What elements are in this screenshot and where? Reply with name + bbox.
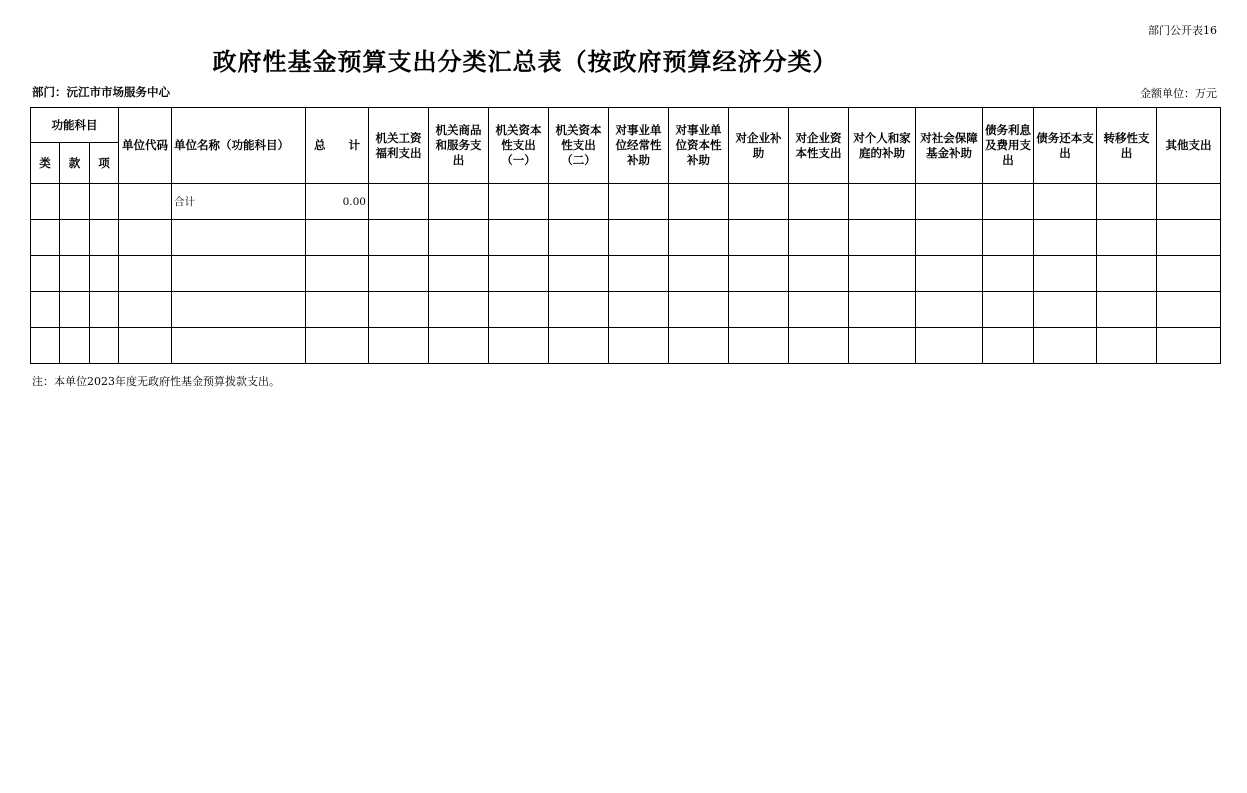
table-cell [1034,292,1097,328]
budget-table [30,107,1221,364]
table-cell [172,256,306,292]
table-cell [90,184,119,220]
table-cell [729,292,789,328]
table-cell [916,292,983,328]
table-cell [429,184,489,220]
table-cell [789,328,849,364]
table-cell [916,256,983,292]
table-row [31,184,1221,220]
table-cell [729,328,789,364]
header-total: 总 计 [306,108,369,184]
table-cell [916,328,983,364]
table-cell [172,220,306,256]
amount-unit-label: 金额单位：万元 [1140,87,1217,100]
table-cell [306,292,369,328]
table-cell [31,292,60,328]
table-cell [489,256,549,292]
table-cell [369,256,429,292]
table-cell [849,328,916,364]
table-cell [489,328,549,364]
table-cell [549,292,609,328]
table-cell [90,220,119,256]
table-cell [789,292,849,328]
header-section: 款 [60,143,90,184]
header-other: 其他支出 [1157,108,1221,184]
table-cell [306,256,369,292]
table-cell [729,184,789,220]
table-cell [1097,184,1157,220]
table-cell [306,220,369,256]
table-cell [60,220,90,256]
table-cell [1097,256,1157,292]
table-cell [119,328,172,364]
table-cell [31,184,60,220]
table-cell [609,184,669,220]
table-cell [1034,256,1097,292]
table-cell [849,292,916,328]
form-number: 部门公开表16 [1148,24,1217,37]
table-cell [429,328,489,364]
table-cell [849,184,916,220]
header-debt-interest: 债务利息及费用支出 [983,108,1034,184]
header-institution-regular-subsidy: 对事业单位经常性补助 [609,108,669,184]
table-cell [983,328,1034,364]
table-cell [549,220,609,256]
table-cell [1157,256,1221,292]
header-social-security-subsidy: 对社会保障基金补助 [916,108,983,184]
footnote: 注：本单位2023年度无政府性基金预算拨款支出。 [32,375,280,388]
table-cell [1097,328,1157,364]
table-cell [489,220,549,256]
table-cell [60,292,90,328]
table-cell [31,256,60,292]
table-cell [60,328,90,364]
table-cell [669,292,729,328]
table-cell [119,256,172,292]
page-title: 政府性基金预算支出分类汇总表（按政府预算经济分类） [212,48,838,76]
table-cell [119,292,172,328]
table-cell [669,184,729,220]
header-category: 类 [31,143,60,184]
table-cell [669,256,729,292]
header-household-subsidy: 对个人和家庭的补助 [849,108,916,184]
table-cell [1034,328,1097,364]
header-institution-capital-subsidy: 对事业单位资本性补助 [669,108,729,184]
header-enterprise-subsidy: 对企业补助 [729,108,789,184]
table-cell [916,220,983,256]
header-unit-code: 单位代码 [119,108,172,184]
table-cell [983,256,1034,292]
table-cell [983,292,1034,328]
header-salary-welfare: 机关工资福利支出 [369,108,429,184]
table-cell [669,328,729,364]
department-label: 部门：沅江市市场服务中心 [32,85,170,99]
header-unit-name: 单位名称（功能科目） [172,108,306,184]
table-cell [90,256,119,292]
table-cell [90,328,119,364]
table-cell [1157,184,1221,220]
table-cell [119,184,172,220]
header-goods-services: 机关商品和服务支出 [429,108,489,184]
table-cell [1097,220,1157,256]
table-cell [119,220,172,256]
table-cell [1034,184,1097,220]
table-cell [429,220,489,256]
header-debt-principal: 债务还本支出 [1034,108,1097,184]
header-transfer: 转移性支出 [1097,108,1157,184]
table-cell [1097,292,1157,328]
table-cell [31,220,60,256]
table-cell [60,184,90,220]
table-cell [916,184,983,220]
table-cell [429,292,489,328]
table-cell [789,220,849,256]
header-item: 项 [90,143,119,184]
table-cell [609,328,669,364]
table-cell [1034,220,1097,256]
table-cell [369,220,429,256]
table-cell [609,256,669,292]
table-cell [306,328,369,364]
table-cell [90,292,119,328]
table-cell: 合计 [172,184,306,220]
header-enterprise-capital: 对企业资本性支出 [789,108,849,184]
table-cell [549,328,609,364]
table-cell [369,292,429,328]
table-cell [729,256,789,292]
header-capital-2: 机关资本性支出（二） [549,108,609,184]
table-cell [172,328,306,364]
table-cell [669,220,729,256]
table-cell [1157,220,1221,256]
table-cell [31,328,60,364]
table-cell [429,256,489,292]
table-cell [369,184,429,220]
header-functional-subject: 功能科目 [31,108,119,143]
table-cell [172,292,306,328]
table-cell [729,220,789,256]
table-cell [549,256,609,292]
table-cell [789,184,849,220]
table-cell [849,220,916,256]
table-row [31,292,1221,328]
table-cell [549,184,609,220]
table-cell [609,292,669,328]
table-cell: 0.00 [306,184,369,220]
table-cell [489,292,549,328]
table-row [31,220,1221,256]
table-cell [369,328,429,364]
table-cell [983,220,1034,256]
table-cell [489,184,549,220]
table-cell [789,256,849,292]
table-cell [983,184,1034,220]
table-cell [1157,328,1221,364]
table-row [31,256,1221,292]
table-row [31,328,1221,364]
table-cell [849,256,916,292]
table-cell [60,256,90,292]
table-cell [609,220,669,256]
table-cell [1157,292,1221,328]
header-capital-1: 机关资本性支出（一） [489,108,549,184]
